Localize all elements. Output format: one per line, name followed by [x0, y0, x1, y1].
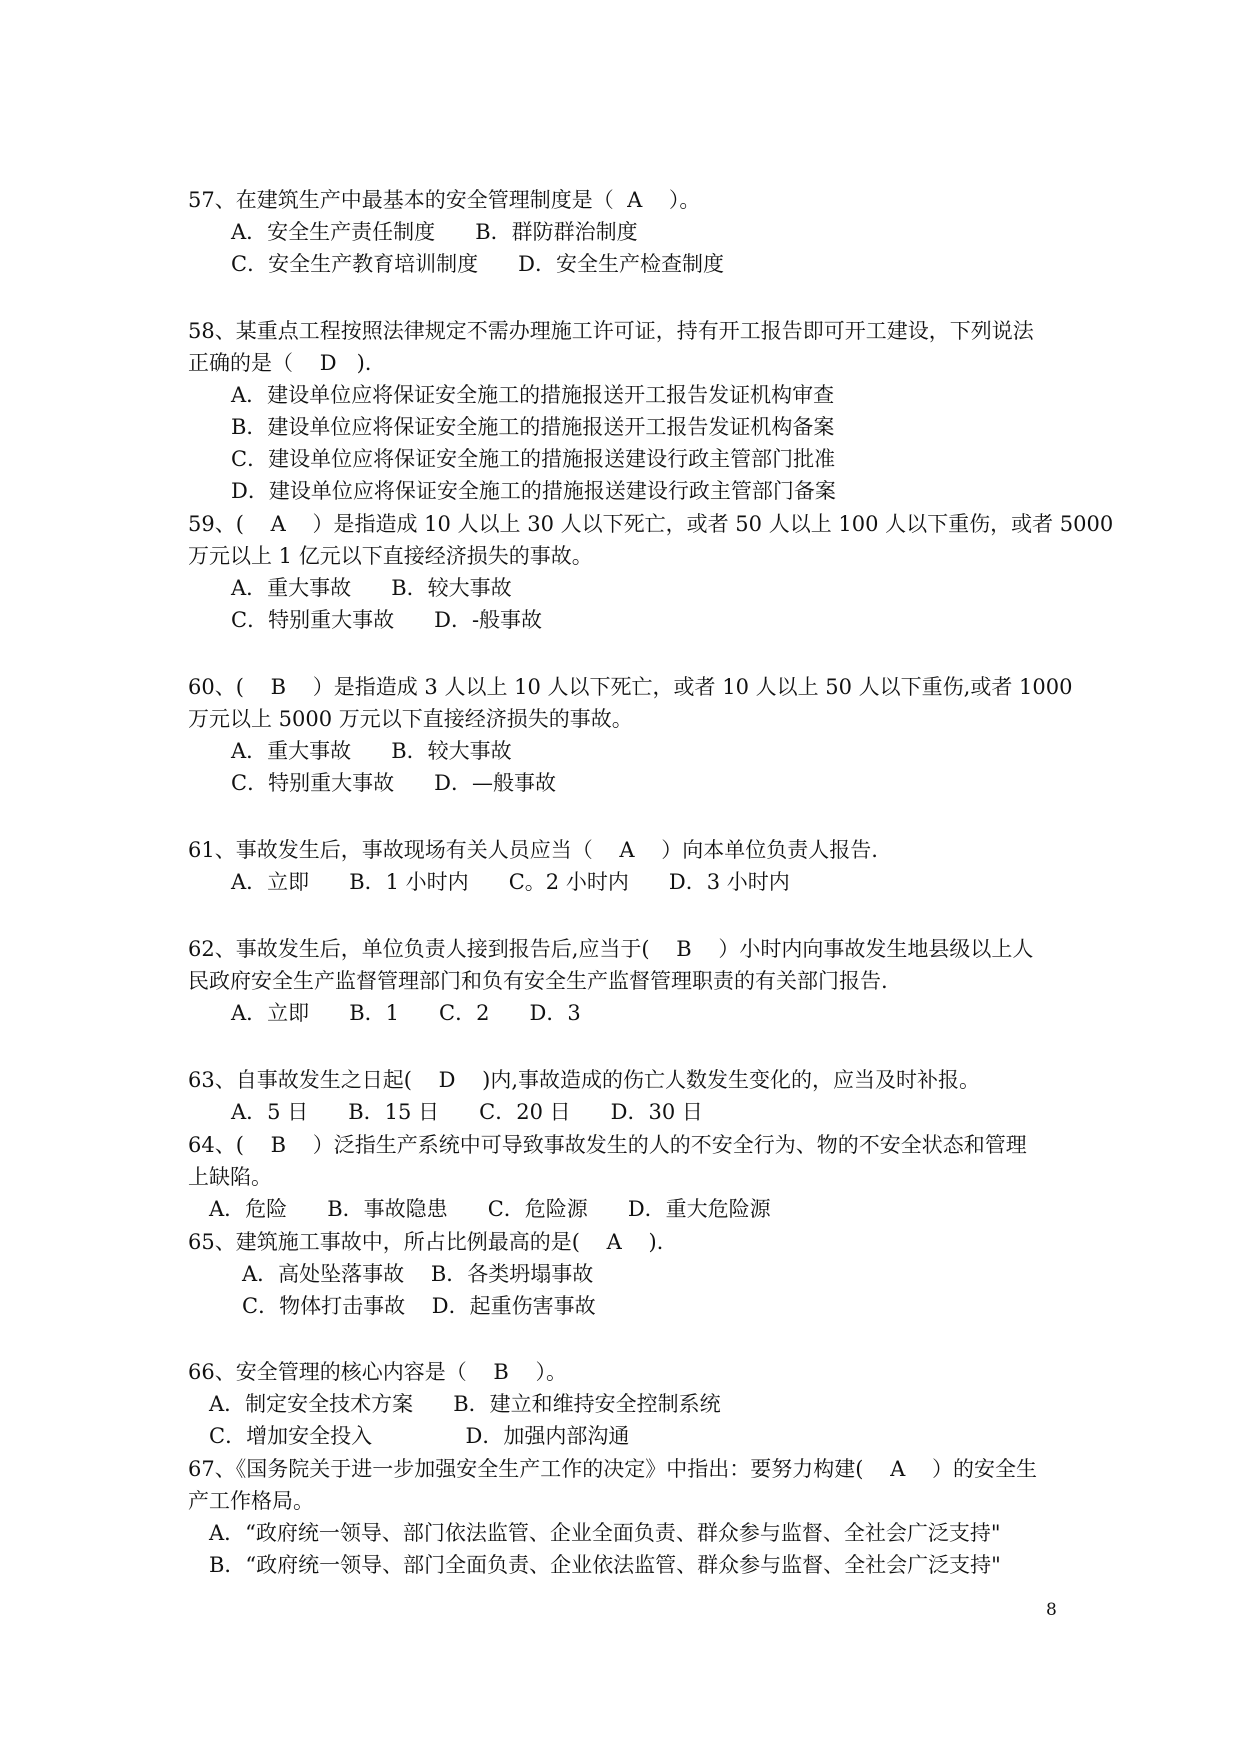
question-58-option-line-1: A．建设单位应将保证安全施工的措施报送开工报告发证机构审查: [231, 383, 835, 407]
question-62-stem-line-1: 62、事故发生后，单位负责人接到报告后,应当于( B ）小时内向事故发生地县级以上人: [188, 937, 1034, 961]
question-66-option-line-2: C．增加安全投入 D．加强内部沟通: [209, 1424, 630, 1448]
question-62-option-line-1: A．立即 B．1 C．2 D．3: [231, 1001, 581, 1025]
question-57-stem-line-1: 57、在建筑生产中最基本的安全管理制度是（ A ）。: [188, 188, 701, 212]
question-58-stem-line-2: 正确的是（ D ).: [188, 351, 372, 375]
question-61-stem-line-1: 61、事故发生后，事故现场有关人员应当（ A ）向本单位负责人报告.: [188, 838, 878, 862]
question-57-option-line-2: C．安全生产教育培训制度 D．安全生产检查制度: [231, 252, 724, 276]
question-66-stem-line-1: 66、安全管理的核心内容是（ B ）。: [188, 1360, 568, 1384]
question-59-option-line-1: A．重大事故 B．较大事故: [231, 576, 512, 600]
question-58-option-line-4: D．建设单位应将保证安全施工的措施报送建设行政主管部门备案: [231, 479, 836, 503]
question-64-stem-line-1: 64、( B ）泛指生产系统中可导致事故发生的人的不安全行为、物的不安全状态和管理: [188, 1133, 1027, 1157]
question-62-stem-line-2: 民政府安全生产监督管理部门和负有安全生产监督管理职责的有关部门报告.: [188, 969, 888, 993]
question-65-stem-line-1: 65、建筑施工事故中，所占比例最高的是( A ).: [188, 1230, 664, 1254]
question-64-stem-line-2: 上缺陷。: [188, 1165, 272, 1189]
question-59-stem-line-1: 59、( A ）是指造成 10 人以上 30 人以下死亡，或者 50 人以上 100 人以下重伤，或者 5000: [188, 512, 1114, 536]
question-60-stem-line-1: 60、( B ）是指造成 3 人以上 10 人以下死亡，或者 10 人以上 50 人以下重伤,或者 1000: [188, 675, 1073, 699]
question-57-option-line-1: A．安全生产责任制度 B．群防群治制度: [231, 220, 638, 244]
question-67-option-line-1: A．“政府统一领导、部门依法监管、企业全面负责、群众参与监督、全社会广泛支持": [209, 1521, 1001, 1545]
question-60-option-line-2: C．特别重大事故 D．—般事故: [231, 771, 556, 795]
question-59-option-line-2: C．特别重大事故 D．-般事故: [231, 608, 543, 632]
question-58-option-line-3: C．建设单位应将保证安全施工的措施报送建设行政主管部门批准: [231, 447, 836, 471]
question-67-stem-line-1: 67、《国务院关于进一步加强安全生产工作的决定》中指出：要努力构建( A ）的安全生: [188, 1457, 1037, 1481]
question-61-option-line-1: A．立即 B．1 小时内 C。2 小时内 D．3 小时内: [231, 870, 790, 894]
question-58-option-line-2: B．建设单位应将保证安全施工的措施报送开工报告发证机构备案: [231, 415, 835, 439]
question-65-option-line-1: A．高处坠落事故 B．各类坍塌事故: [242, 1262, 594, 1286]
question-60-stem-line-2: 万元以上 5000 万元以下直接经济损失的事故。: [188, 707, 633, 731]
question-58-stem-line-1: 58、某重点工程按照法律规定不需办理施工许可证，持有开工报告即可开工建设，下列说法: [188, 319, 1034, 343]
question-67-stem-line-2: 产工作格局。: [188, 1489, 314, 1513]
question-63-option-line-1: A．5 日 B．15 日 C．20 日 D．30 日: [231, 1100, 703, 1124]
question-67-option-line-2: B．“政府统一领导、部门全面负责、企业依法监管、群众参与监督、全社会广泛支持": [209, 1553, 1001, 1577]
question-60-option-line-1: A．重大事故 B．较大事故: [231, 739, 512, 763]
question-64-option-line-1: A．危险 B．事故隐患 C．危险源 D．重大危险源: [209, 1197, 771, 1221]
question-66-option-line-1: A．制定安全技术方案 B．建立和维持安全控制系统: [209, 1392, 721, 1416]
question-59-stem-line-2: 万元以上 1 亿元以下直接经济损失的事故。: [188, 544, 593, 568]
question-63-stem-line-1: 63、自事故发生之日起( D )内,事故造成的伤亡人数发生变化的，应当及时补报。: [188, 1068, 981, 1092]
page-number: 8: [1046, 1600, 1057, 1620]
question-65-option-line-2: C．物体打击事故 D．起重伤害事故: [242, 1294, 596, 1318]
